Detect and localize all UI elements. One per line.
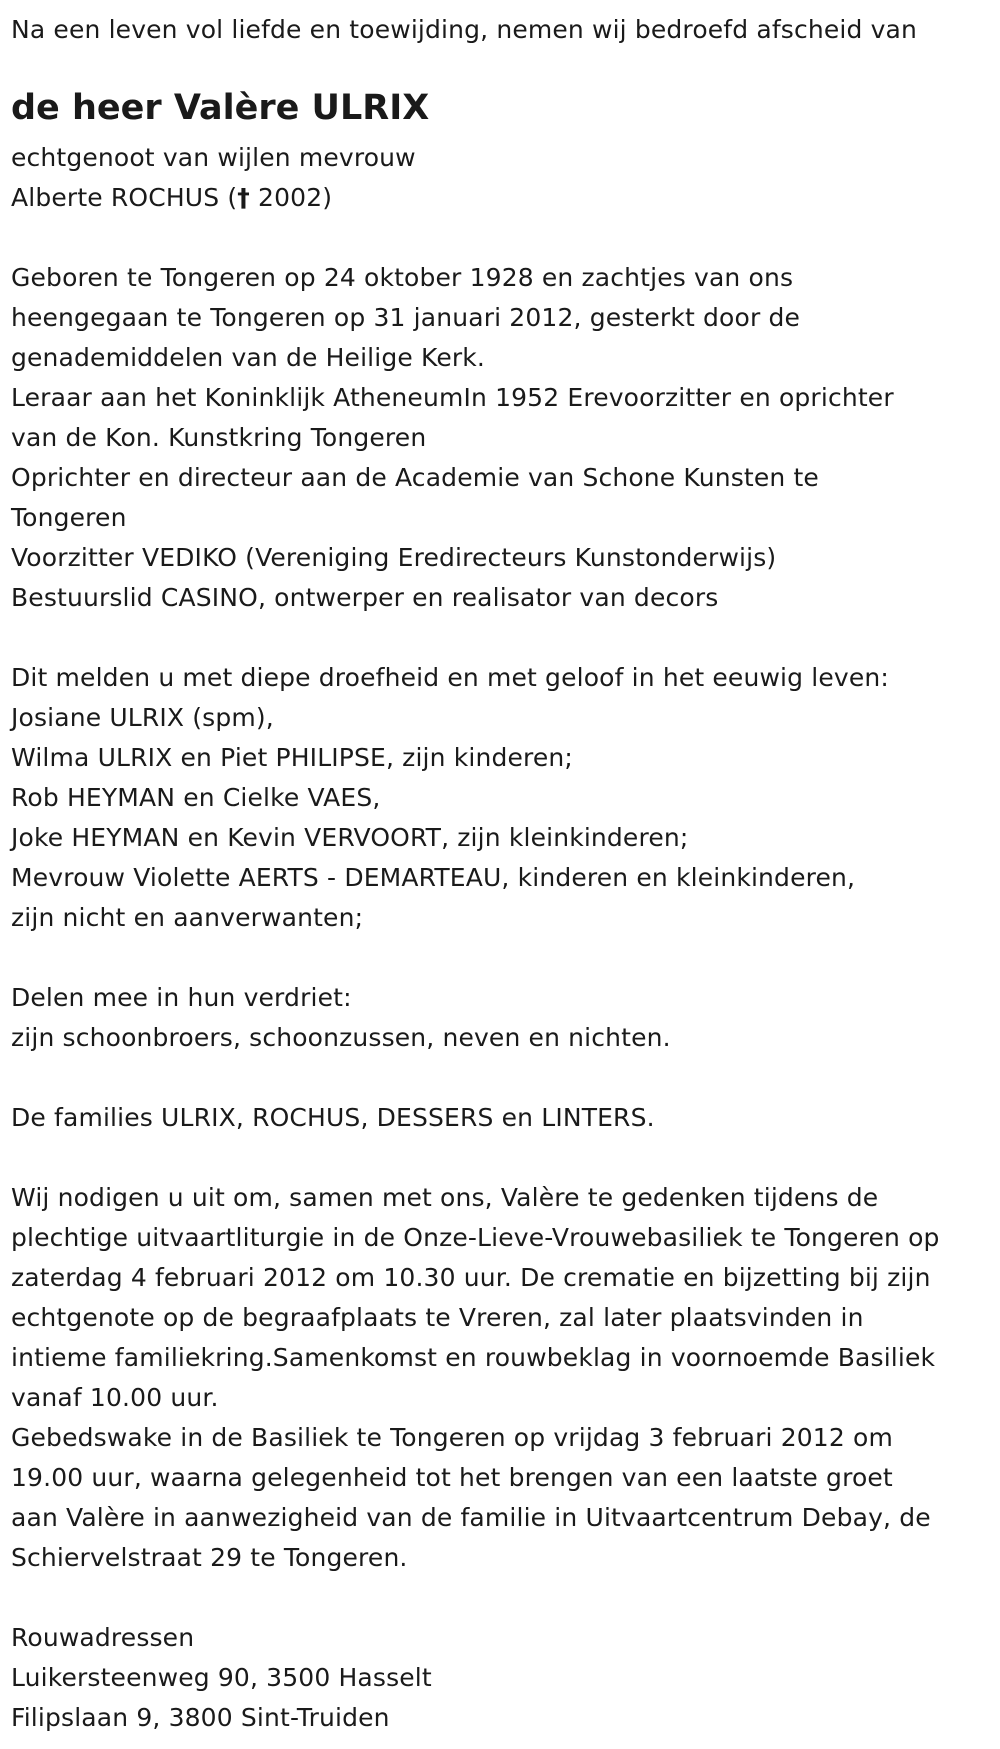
sharing-section <box>11 978 990 1058</box>
spacer <box>11 938 990 978</box>
bio-line: Bestuurslid CASINO, ontwerper en realisator van decors <box>11 583 719 612</box>
ceremony-section <box>11 1178 990 1578</box>
ceremony-line: zaterdag 4 februari 2012 om 10.30 uur. De crematie en bijzetting bij zijn <box>11 1263 931 1292</box>
intro-text: Na een leven vol liefde en toewijding, nemen wij bedroefd afscheid van <box>11 15 917 44</box>
spouse-name: Alberte ROCHUS ( <box>11 183 238 212</box>
addresses-heading: Rouwadressen <box>11 1623 195 1652</box>
sharing-line: Delen mee in hun verdriet: <box>11 983 352 1012</box>
family-line: Dit melden u met diepe droefheid en met geloof in het eeuwig leven: <box>11 663 889 692</box>
family-section <box>11 658 990 938</box>
bio-line: Geboren te Tongeren op 24 oktober 1928 en zachtjes van ons <box>11 263 794 292</box>
address-line: Filipslaan 9, 3800 Sint-Truiden <box>11 1703 390 1732</box>
spacer <box>11 218 990 258</box>
ceremony-line: vanaf 10.00 uur. <box>11 1383 219 1412</box>
family-line: Mevrouw Violette AERTS - DEMARTEAU, kinderen en kleinkinderen, <box>11 863 856 892</box>
ceremony-line: plechtige uitvaartliturgie in de Onze-Lieve-Vrouwebasiliek te Tongeren op <box>11 1223 940 1252</box>
bio-line: Tongeren <box>11 503 127 532</box>
spouse-line-2 <box>11 178 990 218</box>
family-line: Josiane ULRIX (spm), <box>11 703 274 732</box>
cross-icon: † <box>237 183 250 212</box>
ceremony-line: Wij nodigen u uit om, samen met ons, Valère te gedenken tijdens de <box>11 1183 879 1212</box>
ceremony-line: echtgenote op de begraafplaats te Vreren, zal later plaatsvinden in <box>11 1303 864 1332</box>
family-line: zijn nicht en aanverwanten; <box>11 903 364 932</box>
bio-line: Leraar aan het Koninklijk AtheneumIn 1952 Erevoorzitter en oprichter <box>11 383 894 412</box>
bio-line: Oprichter en directeur aan de Academie van Schone Kunsten te <box>11 463 819 492</box>
bio-line: genademiddelen van de Heilige Kerk. <box>11 343 485 372</box>
spouse-death-year: 2002) <box>249 183 333 212</box>
sharing-line: zijn schoonbroers, schoonzussen, neven en nichten. <box>11 1023 671 1052</box>
bio-line: van de Kon. Kunstkring Tongeren <box>11 423 427 452</box>
spacer <box>11 618 990 658</box>
ceremony-line: intieme familiekring.Samenkomst en rouwbeklag in voornoemde Basiliek <box>11 1343 936 1372</box>
bio-line: Voorzitter VEDIKO (Vereniging Eredirecteurs Kunstonderwijs) <box>11 543 777 572</box>
family-line: Joke HEYMAN en Kevin VERVOORT, zijn kleinkinderen; <box>11 823 689 852</box>
family-line: Wilma ULRIX en Piet PHILIPSE, zijn kinderen; <box>11 743 573 772</box>
spacer <box>11 1058 990 1098</box>
families-line: De families ULRIX, ROCHUS, DESSERS en LINTERS. <box>11 1103 655 1132</box>
ceremony-line: aan Valère in aanwezigheid van de familie in Uitvaartcentrum Debay, de <box>11 1503 931 1532</box>
spacer <box>11 1578 990 1618</box>
ceremony-line: Gebedswake in de Basiliek te Tongeren op vrijdag 3 februari 2012 om <box>11 1423 893 1452</box>
ceremony-line: Schiervelstraat 29 te Tongeren. <box>11 1543 408 1572</box>
bio-line: heengegaan te Tongeren op 31 januari 2012, gesterkt door de <box>11 303 801 332</box>
addresses-section <box>11 1618 990 1738</box>
bio-section <box>11 258 990 618</box>
family-line: Rob HEYMAN en Cielke VAES, <box>11 783 381 812</box>
spouse-line-1: echtgenoot van wijlen mevrouw <box>11 143 416 172</box>
address-line: Luikersteenweg 90, 3500 Hasselt <box>11 1663 432 1692</box>
deceased-name: de heer Valère ULRIX <box>11 88 430 128</box>
ceremony-line: 19.00 uur, waarna gelegenheid tot het brengen van een laatste groet <box>11 1463 893 1492</box>
spacer <box>11 1138 990 1178</box>
